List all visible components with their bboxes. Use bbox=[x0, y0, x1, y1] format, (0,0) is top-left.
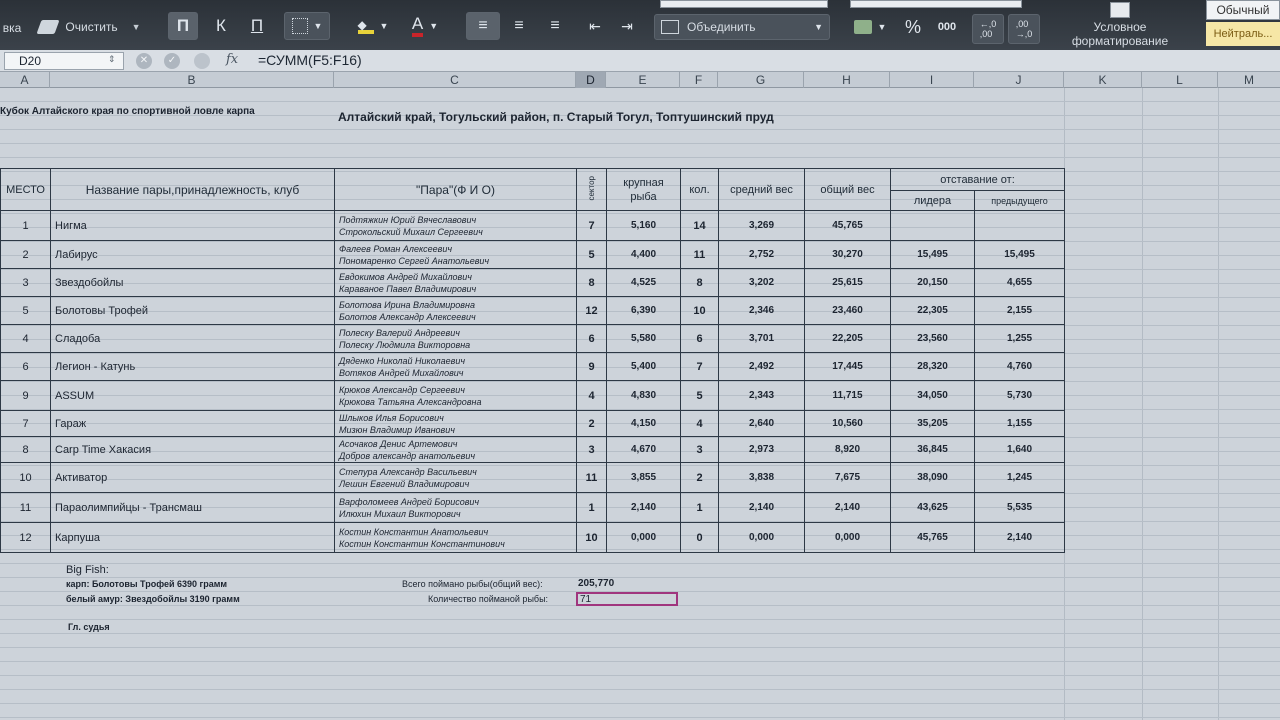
pair-member-2: Лешин Евгений Владимирович bbox=[339, 478, 470, 489]
cell-avg[interactable]: 2,752 bbox=[719, 241, 805, 269]
column-header bbox=[0, 72, 1280, 88]
cell-avg[interactable]: 3,202 bbox=[719, 269, 805, 297]
cell-sector[interactable]: 9 bbox=[577, 353, 607, 381]
cell-lag-prev[interactable]: 4,760 bbox=[975, 353, 1065, 381]
header-lag-prev: предыдущего bbox=[975, 191, 1065, 211]
indent-increase-icon: ⇥ bbox=[621, 17, 633, 34]
cell-count[interactable]: 3 bbox=[681, 437, 719, 463]
align-right-icon: ≡ bbox=[550, 17, 560, 34]
col-c[interactable]: C bbox=[334, 72, 576, 88]
col-f[interactable]: F bbox=[680, 72, 718, 88]
cell-big-fish[interactable]: 4,830 bbox=[607, 381, 681, 411]
chevron-down-icon: ▼ bbox=[877, 22, 887, 32]
results-body bbox=[1, 211, 1065, 553]
col-b[interactable]: B bbox=[50, 72, 334, 88]
cell-place[interactable]: 1 bbox=[1, 211, 51, 241]
cell-avg[interactable]: 3,269 bbox=[719, 211, 805, 241]
pair-member-2: Пономаренко Сергей Анатольевич bbox=[339, 255, 490, 266]
cell-lag-leader[interactable]: 34,050 bbox=[891, 381, 975, 411]
big-fish-title: Big Fish: bbox=[66, 564, 109, 576]
cell-place[interactable]: 2 bbox=[1, 241, 51, 269]
big-fish-carp: карп: Болотовы Трофей 6390 грамм bbox=[66, 579, 228, 589]
col-i[interactable]: I bbox=[890, 72, 974, 88]
cell-team[interactable]: Carp Time Хакасия bbox=[51, 437, 335, 463]
fill-color-button[interactable] bbox=[348, 12, 398, 40]
chevron-down-icon: ▼ bbox=[131, 22, 141, 32]
table-row bbox=[1, 211, 1065, 241]
ribbon bbox=[0, 0, 1280, 50]
formula-bar bbox=[0, 50, 1280, 72]
cell-lag-prev[interactable]: 1,155 bbox=[975, 411, 1065, 437]
cell-team[interactable]: Звездобойлы bbox=[51, 269, 335, 297]
eraser-icon bbox=[37, 20, 60, 34]
cell-avg[interactable]: 0,000 bbox=[719, 523, 805, 553]
cell-place[interactable]: 10 bbox=[1, 463, 51, 493]
cell-count[interactable]: 0 bbox=[681, 523, 719, 553]
cell-team[interactable]: Гараж bbox=[51, 411, 335, 437]
cell-lag-leader[interactable]: 36,845 bbox=[891, 437, 975, 463]
pair-member-1: Варфоломеев Андрей Борисович bbox=[339, 496, 480, 507]
header-total: общий вес bbox=[805, 169, 891, 211]
header-big-fish: крупная рыба bbox=[607, 169, 681, 211]
cell-place[interactable]: 11 bbox=[1, 493, 51, 523]
pair-member-2: Костин Константин Константинович bbox=[339, 538, 505, 549]
cell-total[interactable]: 25,615 bbox=[805, 269, 891, 297]
align-left-button[interactable] bbox=[466, 12, 500, 40]
table-row bbox=[1, 325, 1065, 353]
chevron-down-icon: ▼ bbox=[313, 21, 323, 31]
cell-total[interactable]: 10,560 bbox=[805, 411, 891, 437]
cell-team[interactable]: Карпуша bbox=[51, 523, 335, 553]
cell-avg[interactable]: 2,492 bbox=[719, 353, 805, 381]
cell-place[interactable]: 6 bbox=[1, 353, 51, 381]
cell-big-fish[interactable]: 6,390 bbox=[607, 297, 681, 325]
cell-lag-prev[interactable]: 1,640 bbox=[975, 437, 1065, 463]
col-a[interactable]: A bbox=[0, 72, 50, 88]
borders-button[interactable] bbox=[284, 12, 330, 40]
cell-big-fish[interactable]: 5,580 bbox=[607, 325, 681, 353]
results-table bbox=[0, 168, 1065, 553]
pair-member-2: Добров александр анатольевич bbox=[339, 450, 476, 461]
header-pair: "Пара"(Ф И О) bbox=[335, 169, 577, 211]
cell-team[interactable]: Активатор bbox=[51, 463, 335, 493]
merge-button[interactable]: Объединить ▼ bbox=[654, 14, 830, 40]
indent-decrease-icon: ⇤ bbox=[589, 17, 601, 34]
cell-total[interactable]: 30,270 bbox=[805, 241, 891, 269]
thousands-button[interactable]: 000 bbox=[937, 21, 957, 33]
cell-place[interactable]: 3 bbox=[1, 269, 51, 297]
align-right-button[interactable] bbox=[538, 12, 572, 40]
cancel-icon[interactable]: ✕ bbox=[136, 53, 152, 69]
cell-pair[interactable] bbox=[335, 353, 577, 381]
col-l[interactable]: L bbox=[1142, 72, 1218, 88]
style-normal[interactable]: Обычный bbox=[1206, 0, 1280, 20]
cell-place[interactable]: 8 bbox=[1, 437, 51, 463]
pair-member-2: Вотяков Андрей Михайлович bbox=[339, 367, 464, 378]
cell-place[interactable]: 9 bbox=[1, 381, 51, 411]
cell-total[interactable]: 2,140 bbox=[805, 493, 891, 523]
table-row bbox=[1, 463, 1065, 493]
formula-input[interactable]: =СУММ(F5:F16) bbox=[258, 52, 362, 68]
cell-total[interactable]: 8,920 bbox=[805, 437, 891, 463]
cell-avg[interactable]: 2,343 bbox=[719, 381, 805, 411]
cell-pair[interactable] bbox=[335, 523, 577, 553]
cell-avg[interactable]: 3,701 bbox=[719, 325, 805, 353]
chevron-updown-icon: ⇕ bbox=[108, 54, 116, 64]
cell-lag-leader[interactable]: 35,205 bbox=[891, 411, 975, 437]
cell-sector[interactable]: 12 bbox=[577, 297, 607, 325]
cell-lag-leader[interactable]: 20,150 bbox=[891, 269, 975, 297]
col-e[interactable]: E bbox=[606, 72, 680, 88]
cell-total[interactable]: 45,765 bbox=[805, 211, 891, 241]
bold-button[interactable]: П bbox=[168, 12, 198, 40]
big-fish-amur: белый амур: Звездобойлы 3190 грамм bbox=[66, 594, 240, 604]
cell-lag-prev[interactable]: 2,155 bbox=[975, 297, 1065, 325]
style-neutral[interactable]: Нейтраль... bbox=[1206, 22, 1280, 46]
cell-sector[interactable]: 4 bbox=[577, 381, 607, 411]
pair-member-2: Мизюн Владимир Иванович bbox=[339, 424, 455, 435]
cell-pair[interactable] bbox=[335, 411, 577, 437]
cell-sector[interactable]: 8 bbox=[577, 269, 607, 297]
pair-member-1: Шлыков Илья Борисович bbox=[339, 412, 444, 423]
font-color-button[interactable]: А ▼ bbox=[402, 12, 448, 40]
cell-lag-prev[interactable]: 1,255 bbox=[975, 325, 1065, 353]
cell-count[interactable]: 10 bbox=[681, 297, 719, 325]
decrease-decimal-button[interactable]: ,00 →,0 bbox=[1008, 14, 1040, 44]
circle-icon[interactable] bbox=[194, 53, 210, 69]
cell-lag-prev[interactable] bbox=[975, 211, 1065, 241]
pair-member-1: Степура Александр Васильевич bbox=[339, 466, 477, 477]
cell-sector[interactable]: 10 bbox=[577, 523, 607, 553]
worksheet[interactable] bbox=[0, 88, 1280, 720]
pair-member-1: Фалеев Роман Алексеевич bbox=[339, 243, 452, 254]
paint-bucket-icon: ◆ bbox=[358, 18, 374, 34]
header-count: кол. bbox=[681, 169, 719, 211]
pair-member-1: Крюков Александр Сергеевич bbox=[339, 384, 465, 395]
italic-button[interactable]: К bbox=[216, 16, 226, 35]
cell-team[interactable]: Лабирус bbox=[51, 241, 335, 269]
pair-member-2: Илюхин Михаил Викторович bbox=[339, 508, 461, 519]
pair-member-2: Болотов Александр Алексеевич bbox=[339, 311, 476, 322]
cell-big-fish[interactable]: 4,150 bbox=[607, 411, 681, 437]
judge-label: Гл. судья bbox=[68, 622, 110, 632]
header-place: МЕСТО bbox=[1, 169, 51, 211]
count-caught-cell[interactable]: 71 bbox=[576, 592, 678, 606]
cell-count[interactable]: 1 bbox=[681, 493, 719, 523]
cell-sector[interactable]: 7 bbox=[577, 211, 607, 241]
cell-lag-leader[interactable] bbox=[891, 211, 975, 241]
header-avg: средний вес bbox=[719, 169, 805, 211]
cell-team[interactable]: Легион - Катунь bbox=[51, 353, 335, 381]
cell-total[interactable]: 22,205 bbox=[805, 325, 891, 353]
col-m[interactable]: M bbox=[1244, 73, 1254, 87]
col-j[interactable]: J bbox=[974, 72, 1064, 88]
cell-pair[interactable] bbox=[335, 325, 577, 353]
clear-button[interactable]: Очистить ▼ bbox=[30, 14, 150, 40]
table-row bbox=[1, 437, 1065, 463]
col-d[interactable]: D bbox=[576, 72, 606, 88]
cell-sector[interactable]: 3 bbox=[577, 437, 607, 463]
header-lag: отставание от: bbox=[891, 169, 1065, 191]
align-center-button[interactable] bbox=[502, 12, 536, 40]
pair-member-1: Подтяжкин Юрий Вячеславович bbox=[339, 214, 477, 225]
indent-decrease-button[interactable] bbox=[580, 12, 610, 40]
number-format-button[interactable] bbox=[846, 14, 894, 40]
cell-avg[interactable]: 3,838 bbox=[719, 463, 805, 493]
cell-count[interactable]: 8 bbox=[681, 269, 719, 297]
cell-place[interactable]: 5 bbox=[1, 297, 51, 325]
cell-place[interactable]: 7 bbox=[1, 411, 51, 437]
chevron-down-icon: ▼ bbox=[814, 22, 823, 32]
cell-sector[interactable]: 11 bbox=[577, 463, 607, 493]
cell-sector[interactable]: 1 bbox=[577, 493, 607, 523]
cell-big-fish[interactable]: 4,525 bbox=[607, 269, 681, 297]
pair-member-1: Асочаков Денис Артемович bbox=[339, 438, 458, 449]
cell-lag-leader[interactable]: 23,560 bbox=[891, 325, 975, 353]
cell-count[interactable]: 2 bbox=[681, 463, 719, 493]
increase-decimal-button[interactable]: ←,0 ,00 bbox=[972, 14, 1004, 44]
cell-total[interactable]: 0,000 bbox=[805, 523, 891, 553]
cell-pair[interactable] bbox=[335, 463, 577, 493]
cell-lag-prev[interactable]: 4,655 bbox=[975, 269, 1065, 297]
cell-lag-leader[interactable]: 38,090 bbox=[891, 463, 975, 493]
currency-icon bbox=[854, 20, 872, 34]
cell-avg[interactable]: 2,640 bbox=[719, 411, 805, 437]
cell-avg[interactable]: 2,140 bbox=[719, 493, 805, 523]
cell-pair[interactable] bbox=[335, 211, 577, 241]
title-left: Кубок Алтайского края по спортивной ловле карпа bbox=[0, 106, 255, 117]
cell-lag-leader[interactable]: 22,305 bbox=[891, 297, 975, 325]
cell-total[interactable]: 7,675 bbox=[805, 463, 891, 493]
cell-count[interactable]: 4 bbox=[681, 411, 719, 437]
cell-big-fish[interactable]: 0,000 bbox=[607, 523, 681, 553]
function-icon[interactable]: fx bbox=[226, 52, 239, 67]
count-caught-label: Количество пойманой рыбы: bbox=[428, 594, 549, 604]
cell-lag-prev[interactable]: 5,730 bbox=[975, 381, 1065, 411]
cell-lag-leader[interactable]: 45,765 bbox=[891, 523, 975, 553]
cell-avg[interactable]: 2,346 bbox=[719, 297, 805, 325]
underline-button[interactable]: П bbox=[250, 16, 264, 35]
cell-lag-prev[interactable]: 15,495 bbox=[975, 241, 1065, 269]
title-right: Алтайский край, Тогульский район, п. Старый Тогул, Топтушинский пруд bbox=[338, 110, 774, 124]
table-row bbox=[1, 493, 1065, 523]
wrap-text-button[interactable] bbox=[660, 0, 828, 8]
cell-sector[interactable]: 5 bbox=[577, 241, 607, 269]
cell-pair[interactable] bbox=[335, 437, 577, 463]
borders-icon bbox=[292, 18, 308, 34]
header-team: Название пары,принадлежность, клуб bbox=[51, 169, 335, 211]
table-row bbox=[1, 381, 1065, 411]
cell-big-fish[interactable]: 4,400 bbox=[607, 241, 681, 269]
cell-lag-prev[interactable]: 2,140 bbox=[975, 523, 1065, 553]
cell-lag-leader[interactable]: 15,495 bbox=[891, 241, 975, 269]
col-g[interactable]: G bbox=[718, 72, 804, 88]
cell-sector[interactable]: 2 bbox=[577, 411, 607, 437]
total-caught-value: 205,770 bbox=[578, 578, 615, 589]
table-row bbox=[1, 297, 1065, 325]
pair-member-1: Дяденко Николай Николаевич bbox=[339, 355, 465, 366]
table-row bbox=[1, 269, 1065, 297]
merge-icon bbox=[661, 20, 679, 34]
cell-lag-leader[interactable]: 43,625 bbox=[891, 493, 975, 523]
pair-member-2: Полеску Людмила Викторовна bbox=[339, 339, 471, 350]
cell-pair[interactable] bbox=[335, 269, 577, 297]
chevron-down-icon: ▼ bbox=[429, 21, 439, 31]
cell-place[interactable]: 4 bbox=[1, 325, 51, 353]
table-row bbox=[1, 241, 1065, 269]
cell-pair[interactable] bbox=[335, 381, 577, 411]
table-row bbox=[1, 353, 1065, 381]
cell-count[interactable]: 14 bbox=[681, 211, 719, 241]
pair-member-2: Строкольский Михаил Сергеевич bbox=[339, 226, 483, 237]
cell-big-fish[interactable]: 4,670 bbox=[607, 437, 681, 463]
cell-pair[interactable] bbox=[335, 241, 577, 269]
number-format-select[interactable] bbox=[850, 0, 1022, 8]
col-h[interactable]: H bbox=[804, 72, 890, 88]
cell-count[interactable]: 6 bbox=[681, 325, 719, 353]
chevron-down-icon: ▼ bbox=[379, 21, 389, 31]
cell-pair[interactable] bbox=[335, 297, 577, 325]
cell-avg[interactable]: 2,973 bbox=[719, 437, 805, 463]
pair-member-1: Костин Константин Анатольевич bbox=[339, 526, 489, 537]
indent-increase-button[interactable] bbox=[612, 12, 642, 40]
pair-member-1: Полеску Валерий Андреевич bbox=[339, 327, 460, 338]
cell-count[interactable]: 11 bbox=[681, 241, 719, 269]
header-lag-leader: лидера bbox=[891, 191, 975, 211]
confirm-icon[interactable]: ✓ bbox=[164, 53, 180, 69]
percent-button[interactable]: % bbox=[904, 16, 921, 37]
cell-lag-leader[interactable]: 28,320 bbox=[891, 353, 975, 381]
pair-member-2: Крюкова Татьяна Александровна bbox=[339, 396, 482, 407]
align-center-icon: ≡ bbox=[514, 17, 524, 34]
header-sector: сектор bbox=[577, 169, 607, 211]
cell-lag-prev[interactable]: 1,245 bbox=[975, 463, 1065, 493]
table-row bbox=[1, 523, 1065, 553]
align-left-icon: ≡ bbox=[478, 17, 488, 34]
total-caught-label: Всего поймано рыбы(общий вес): bbox=[402, 579, 543, 589]
pair-member-1: Евдокимов Андрей Михайлович bbox=[339, 271, 472, 282]
conditional-formatting-button[interactable]: Условное форматирование bbox=[1050, 0, 1190, 50]
cell-lag-prev[interactable]: 5,535 bbox=[975, 493, 1065, 523]
pair-member-2: Караваное Павел Владимирович bbox=[339, 283, 477, 294]
pair-member-1: Болотова Ирина Владимировна bbox=[339, 299, 475, 310]
conditional-format-icon bbox=[1110, 2, 1130, 18]
cell-big-fish[interactable]: 3,855 bbox=[607, 463, 681, 493]
table-row bbox=[1, 411, 1065, 437]
cell-big-fish[interactable]: 2,140 bbox=[607, 493, 681, 523]
cell-team[interactable]: Нигма bbox=[51, 211, 335, 241]
cell-total[interactable]: 11,715 bbox=[805, 381, 891, 411]
col-k[interactable]: K bbox=[1064, 72, 1142, 88]
cell-place[interactable]: 12 bbox=[1, 523, 51, 553]
cell-pair[interactable] bbox=[335, 493, 577, 523]
name-box[interactable]: D20 bbox=[4, 52, 124, 70]
cell-team[interactable]: Параолимпийцы - Трансмаш bbox=[51, 493, 335, 523]
cell-team[interactable]: Болотовы Трофей bbox=[51, 297, 335, 325]
cell-big-fish[interactable]: 5,400 bbox=[607, 353, 681, 381]
cell-big-fish[interactable]: 5,160 bbox=[607, 211, 681, 241]
cell-total[interactable]: 23,460 bbox=[805, 297, 891, 325]
cell-total[interactable]: 17,445 bbox=[805, 353, 891, 381]
cell-count[interactable]: 5 bbox=[681, 381, 719, 411]
cell-sector[interactable]: 6 bbox=[577, 325, 607, 353]
cell-count[interactable]: 7 bbox=[681, 353, 719, 381]
cell-team[interactable]: ASSUM bbox=[51, 381, 335, 411]
cell-team[interactable]: Сладоба bbox=[51, 325, 335, 353]
paste-label[interactable]: вка bbox=[2, 21, 22, 35]
